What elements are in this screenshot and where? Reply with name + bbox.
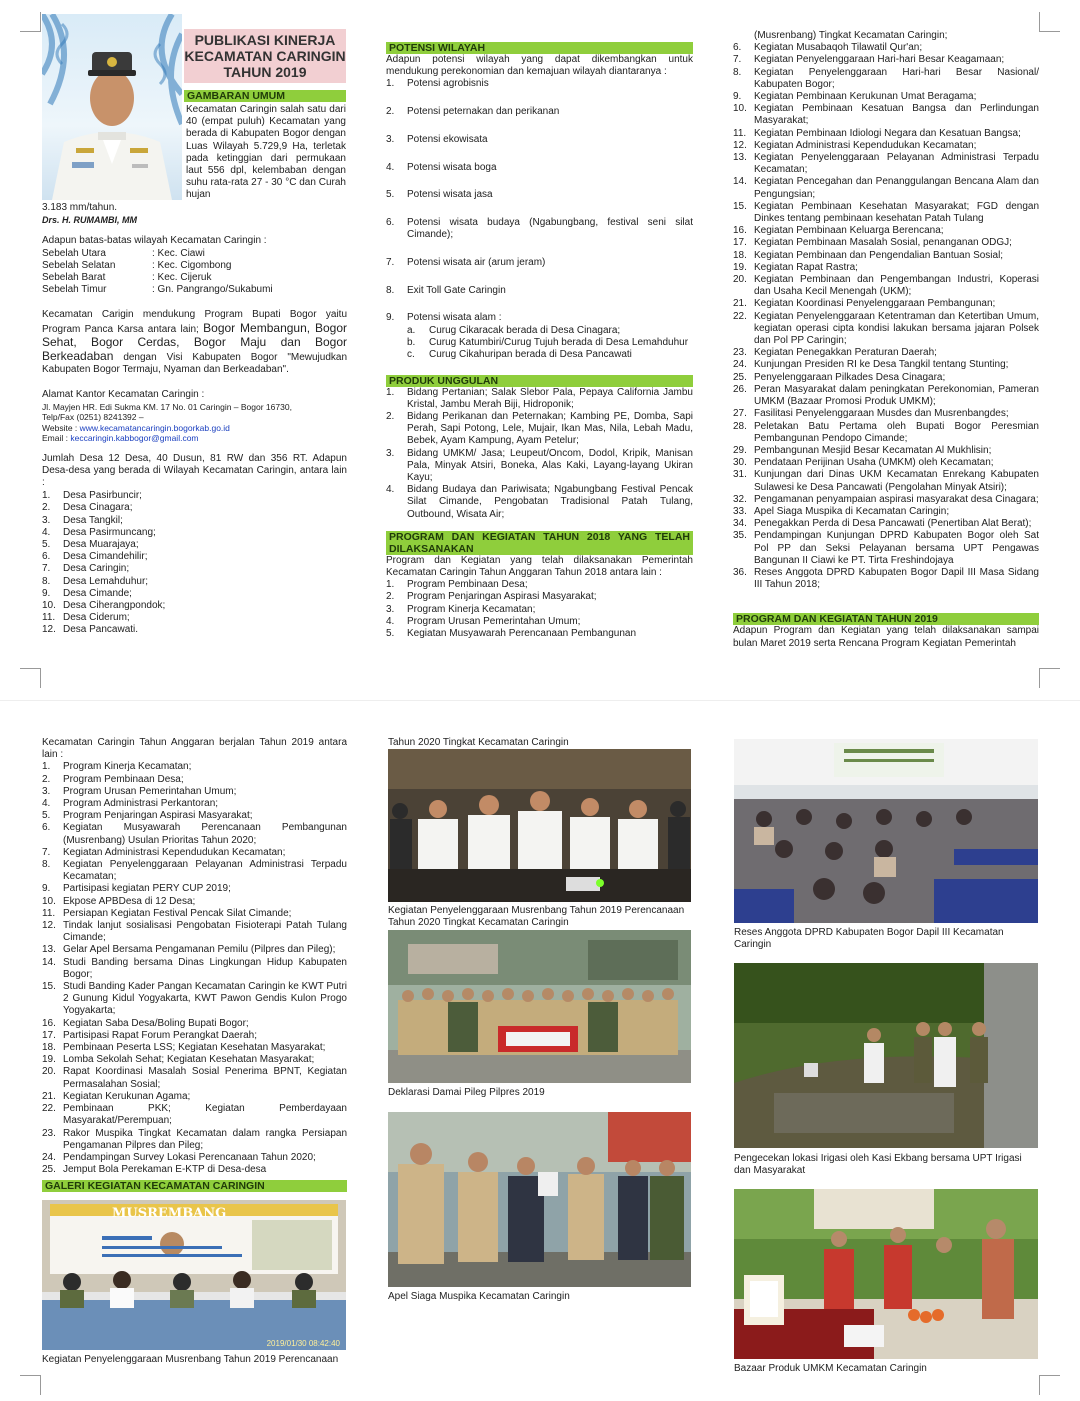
- gallery-photo-musrenbang: [42, 1200, 346, 1350]
- alamat-email: Email : keccaringin.kabbogor@gmail.com: [42, 433, 199, 444]
- list-item: 4. Bidang Budaya dan Pariwisata; Ngabungbang Festival Pencak Silat Cimande, Pengobatan Tradisional Patah Tulang, Outbound, Wisata Air;: [386, 484, 693, 520]
- list-item: 17. Kegiatan Pembinaan Masalah Sosial, penanganan ODGJ;: [733, 237, 1012, 249]
- list-item: 3. Program Kinerja Kecamatan;: [386, 603, 536, 615]
- gallery-photo-bazaar: [734, 1189, 1038, 1359]
- list-item: 33. Apel Siaga Muspika di Kecamatan Caringin;: [733, 505, 950, 517]
- crop-mark: [20, 31, 40, 32]
- desa-list: [42, 490, 347, 636]
- list-item: 9. Potensi wisata alam :: [386, 312, 502, 324]
- list-item: 2. Potensi peternakan dan perikanan: [386, 106, 560, 118]
- list-item: 21. Kegiatan Kerukunan Agama;: [42, 1090, 191, 1102]
- gallery-caption-musrenbang-continued: Tahun 2020 Tingkat Kecamatan Caringin: [388, 737, 569, 748]
- crop-mark: [40, 12, 41, 32]
- page-separator: [0, 700, 1080, 701]
- list-item: 11. Persiapan Kegiatan Festival Pencak Silat Cimande;: [42, 907, 292, 919]
- list-item: 29. Pembangunan Mesjid Besar Kecamatan Al Mukhlisin;: [733, 444, 992, 456]
- list-item: 25. Penyelenggaraan Pilkades Desa Cinagara;: [733, 371, 946, 383]
- list-item: 30. Pendataan Perijinan Usaha (UMKM) oleh Kecamatan;: [733, 457, 994, 469]
- list-item: 35. Pendampingan Kunjungan DPRD Kabupaten Bogor oleh Sat Pol PP dan Seksi Pelayanan bersama UPT Pengawas Bangunan II Ciawi ke PT. Tirta Freshindojaya: [733, 530, 1039, 566]
- list-item: 10. Desa Ciherangpondok;: [42, 600, 166, 612]
- gallery-caption-musrenbang: Kegiatan Penyelenggaraan Musrenbang Tahun 2019 Perencanaan: [42, 1354, 339, 1365]
- list-item: 24. Pendampingan Survey Lokasi Perencanaan Tahun 2020;: [42, 1151, 316, 1163]
- list-item: 1. Program Kinerja Kecamatan;: [42, 761, 192, 773]
- program-2018-list-continued: [733, 42, 1039, 591]
- gallery-caption-reses: Reses Anggota DPRD Kabupaten Bogor Dapil III Kecamatan Caringin: [734, 927, 1004, 950]
- list-item: 1. Bidang Pertanian; Salak Slebor Pala, Pepaya California Jambu Kristal, Jambu Merah Biji, Hidroponik;: [386, 386, 693, 410]
- portrait-caption-name: Drs. H. RUMAMBI, MM: [42, 215, 137, 226]
- list-item: 5. Program Penjaringan Aspirasi Masyarakat;: [42, 810, 253, 822]
- batas-row: Sebelah Selatan : Kec. Cigombong: [42, 259, 232, 271]
- list-item: 18. Pembinaan Peserta LSS; Kegiatan Kesehatan Masyarakat;: [42, 1042, 326, 1054]
- crop-mark: [40, 668, 41, 688]
- list-item: 3. Program Urusan Pemerintahan Umum;: [42, 785, 237, 797]
- list-item: 19. Lomba Sekolah Sehat; Kegiatan Kesehatan Masyarakat;: [42, 1054, 315, 1066]
- potensi-sublist: [386, 325, 693, 362]
- list-item: 36. Reses Anggota DPRD Kabupaten Bogor Dapil III Masa Sidang III Tahun 2018;: [733, 566, 1039, 591]
- batas-intro: Adapun batas-batas wilayah Kecamatan Caringin :: [42, 235, 267, 247]
- gallery-photo-irigasi: [734, 963, 1038, 1148]
- list-item: 17. Partisipasi Rapat Forum Perangkat Daerah;: [42, 1029, 257, 1041]
- list-item: 13. Gelar Apel Bersama Pengamanan Pemilu (Pilpres dan Pileg);: [42, 944, 336, 956]
- section-heading-gambaran-umum: GAMBARAN UMUM: [184, 90, 346, 102]
- batas-row: Sebelah Utara : Kec. Ciawi: [42, 247, 205, 259]
- crop-mark: [20, 1375, 40, 1376]
- list-item: 12. Tindak lanjut sosialisasi Pengobatan Fisioterapi Patah Tulang Cimande;: [42, 920, 347, 944]
- sub-list-item: c. Curug Cikahuripan berada di Desa Pancawati: [407, 349, 632, 361]
- list-item: 27. Fasilitasi Penyelenggaraan Musdes dan Musrenbangdes;: [733, 408, 1009, 420]
- list-item: 2. Program Pembinaan Desa;: [42, 773, 184, 785]
- list-item: 7. Desa Caringin;: [42, 563, 130, 575]
- email-link[interactable]: keccaringin.kabbogor@gmail.com: [70, 433, 199, 444]
- program-bupati-text: Kecamatan Carigin mendukung Program Bupati Bogor yaitu Program Panca Karsa antara lain; Bogor Membangun, Bogor Sehat, Bogor Cerdas, Bogor Maju dan Bogor Berkeadaban dengan Visi Kabupaten Bogor "Mewujudkan Kabupaten Bogor Termaju, Nyaman dan Berkeadaban".: [42, 309, 347, 376]
- list-item: 8. Desa Lemahduhur;: [42, 575, 149, 587]
- alamat-label: Alamat Kantor Kecamatan Caringin :: [42, 389, 205, 401]
- list-item: 8. Exit Toll Gate Caringin: [386, 284, 506, 296]
- list-item: 25. Jemput Bola Perekaman E-KTP di Desa-desa: [42, 1164, 267, 1176]
- produk-list: [386, 387, 693, 521]
- list-item: 28. Peletakan Batu Pertama oleh Bupati Bogor Peresmian Pembangunan Pendopo Cimande;: [733, 420, 1039, 444]
- list-item: 20. Rapat Koordinasi Masalah Sosial Penerima BPNT, Kegiatan Permasalahan Sosial;: [42, 1066, 347, 1090]
- list-item: 2. Program Penjaringan Aspirasi Masyarakat;: [386, 591, 597, 603]
- list-item: 9. Kegiatan Pembinaan Kerukunan Umat Beragama;: [733, 91, 977, 103]
- list-item: 23. Rakor Muspika Tingkat Kecamatan dalam rangka Persiapan Pengamanan Pilpres dan Pileg;: [42, 1127, 347, 1151]
- potensi-intro: Adapun potensi wilayah yang dapat dikembangkan untuk mendukung perekonomian dan kemajuan wilayah diantaranya :: [386, 54, 693, 78]
- list-item: 18. Kegiatan Pembinaan dan Pengendalian Bantuan Sosial;: [733, 249, 1004, 261]
- list-item: 7. Kegiatan Penyelenggaraan Hari-hari Besar Keagamaan;: [733, 54, 1005, 66]
- batas-row: Sebelah Barat : Kec. Cijeruk: [42, 272, 212, 284]
- list-item: 1. Program Pembinaan Desa;: [386, 579, 528, 591]
- crop-mark: [20, 668, 40, 669]
- gallery-caption-musrenbang-2: Kegiatan Penyelenggaraan Musrenbang Tahun 2019 Perencanaan Tahun 2020 Tingkat Kecamatan Caringin: [388, 905, 685, 928]
- list-item: 14. Kegiatan Pencegahan dan Penanggulangan Bencana Alam dan Pengungsian;: [733, 176, 1039, 200]
- gambaran-umum-text: Kecamatan Caringin salah satu dari 40 (empat puluh) Kecamatan yang berada di Kabupaten Bogor dengan Luas Wilayah 5.729,9 Ha, terletak pada ketinggian dari permukaan laut 556 dpl, kelembaban dengan suhu rata-rata 27 - 30 °C dan Curah hujan: [186, 104, 346, 201]
- list-item: 12. Kegiatan Administrasi Kependudukan Kecamatan;: [733, 139, 977, 151]
- list-item: 10. Ekpose APBDesa di 12 Desa;: [42, 895, 196, 907]
- section-heading-produk: PRODUK UNGGULAN: [386, 375, 693, 387]
- list-item: 4. Desa Pasirmuncang;: [42, 526, 156, 538]
- crop-mark: [1040, 668, 1060, 669]
- crop-mark: [1039, 668, 1040, 688]
- list-item: 12. Desa Pancawati.: [42, 624, 139, 636]
- list-item: 34. Penegakkan Perda di Desa Pancawati (Penertiban Alat Berat);: [733, 518, 1032, 530]
- batas-row: Sebelah Timur : Gn. Pangrango/Sukabumi: [42, 284, 273, 296]
- list-item: 16. Kegiatan Pembinaan Keluarga Berencana;: [733, 225, 944, 237]
- alamat-phone: Telp/Fax (0251) 8241392 –: [42, 412, 144, 423]
- list-item: 11. Desa Ciderum;: [42, 612, 130, 624]
- list-item: 4. Program Administrasi Perkantoran;: [42, 798, 219, 810]
- list-item: 11. Kegiatan Pembinaan Idiologi Negara dan Kesatuan Bangsa;: [733, 127, 1021, 139]
- list-item: 31. Kunjungan dari Dinas UKM Kecamatan Enrekang Kabupaten Sulawesi ke Desa Pancawati (Pengolahan Minyak Atsiri);: [733, 469, 1039, 493]
- list-item: 4. Potensi wisata boga: [386, 161, 497, 173]
- official-portrait: [42, 14, 182, 200]
- list-item: 22. Pembinaan PKK; Kegiatan Pemberdayaan Masyarakat/Perempuan;: [42, 1103, 347, 1127]
- photo-timestamp: 2019/01/30 08:42:40: [266, 1339, 340, 1348]
- list-item: 9. Partisipasi kegiatan PERY CUP 2019;: [42, 883, 231, 895]
- list-item: 23. Kegiatan Penegakkan Peraturan Daerah;: [733, 347, 937, 359]
- list-item: 5. Kegiatan Musyawarah Perencanaan Pembangunan: [386, 628, 637, 639]
- crop-mark: [1040, 1375, 1060, 1376]
- potensi-list: [386, 78, 693, 324]
- program-2019-intro-continued: Kecamatan Caringin Tahun Anggaran berjalan Tahun 2019 antara lain :: [42, 737, 347, 761]
- desa-intro: Jumlah Desa 12 Desa, 40 Dusun, 81 RW dan 356 RT. Adapun Desa-desa yang berada di Wilayah Kecamatan Caringin, antara lain :: [42, 452, 347, 489]
- list-item: 1. Potensi agrobisnis: [386, 78, 489, 90]
- list-item: 19. Kegiatan Rapat Rastra;: [733, 261, 858, 273]
- list-item: 7. Potensi wisata air (arum jeram): [386, 256, 546, 268]
- list-item: 3. Bidang UMKM/ Jasa; Leupeut/Oncom, Dodol, Kripik, Manisan Pala, Minyak Atsiri, Boneka, Alas Kaki, Layang-layang Ukiran Kayu;: [386, 447, 693, 483]
- website-link[interactable]: www.kecamatancaringin.bogorkab.go.id: [79, 422, 230, 433]
- list-item: 3. Desa Tangkil;: [42, 514, 123, 526]
- gallery-photo-deklarasi: [388, 930, 691, 1083]
- section-heading-potensi: POTENSI WILAYAH: [386, 42, 693, 54]
- program-2019-list: [42, 761, 347, 1176]
- gallery-caption-deklarasi: Deklarasi Damai Pileg Pilpres 2019: [388, 1087, 545, 1098]
- program-2018-list: [386, 579, 693, 640]
- program-2019-intro: Adapun Program dan Kegiatan yang telah dilaksanakan sampai bulan Maret 2019 serta Rencana Program Kegiatan Pemerintah: [733, 625, 1039, 649]
- list-item: 7. Kegiatan Administrasi Kependudukan Kecamatan;: [42, 846, 286, 858]
- list-item: 9. Desa Cimande;: [42, 587, 132, 599]
- gallery-caption-bazaar: Bazaar Produk UMKM Kecamatan Caringin: [734, 1363, 927, 1374]
- list-item: 2. Desa Cinagara;: [42, 502, 133, 514]
- gallery-photo-apel-siaga: [388, 1112, 691, 1287]
- sub-list-item: a. Curug Cikaracak berada di Desa Cinagara;: [407, 324, 621, 336]
- section-heading-program-2019: PROGRAM DAN KEGIATAN TAHUN 2019: [733, 613, 1039, 625]
- list-item: 4. Program Urusan Pemerintahan Umum;: [386, 615, 581, 627]
- list-item: 32. Pengamanan penyampaian aspirasi masyarakat desa Cinagara;: [733, 493, 1039, 505]
- gallery-photo-reses: [734, 739, 1038, 923]
- program-2018-continuation: (Musrenbang) Tingkat Kecamatan Caringin;: [754, 30, 948, 41]
- list-item: 16. Kegiatan Saba Desa/Boling Bupati Bogor;: [42, 1017, 249, 1029]
- list-item: 14. Studi Banding bersama Dinas Lingkungan Hidup Kabupaten Bogor;: [42, 956, 347, 980]
- list-item: 3. Potensi ekowisata: [386, 133, 488, 145]
- gambaran-umum-text-end: 3.183 mm/tahun.: [42, 202, 118, 213]
- section-heading-program-2018: PROGRAM DAN KEGIATAN TAHUN 2018 YANG TELAH DILAKSANAKAN: [386, 531, 693, 555]
- list-item: 15. Studi Banding Kader Pangan Kecamatan Caringin ke KWT Putri 2 Gunung Kidul Yogyakarta, KWT Pawon Gendis Kulon Progo Yogyakarta;: [42, 981, 347, 1017]
- gallery-caption-apel-siaga: Apel Siaga Muspika Kecamatan Caringin: [388, 1291, 570, 1302]
- alamat-line: Jl. Mayjen HR. Edi Sukma KM. 17 No. 01 Caringin – Bogor 16730,: [42, 401, 292, 412]
- crop-mark: [40, 1375, 41, 1395]
- alamat-website: Website : www.kecamatancaringin.bogorkab.go.id: [42, 422, 230, 433]
- publication-title: PUBLIKASI KINERJA KECAMATAN CARINGIN TAHUN 2019: [184, 29, 346, 83]
- list-item: 5. Potensi wisata jasa: [386, 189, 493, 201]
- sub-list-item: b. Curug Katumbiri/Curug Tujuh berada di Desa Lemahduhur: [407, 337, 689, 349]
- list-item: 13. Kegiatan Penyelenggaraan Pelayanan Administrasi Terpadu Kecamatan;: [733, 152, 1039, 176]
- list-item: 15. Kegiatan Pembinaan Kesehatan Masyarakat; FGD dengan Dinkes tentang pembinaan kesehatan Patah Tulang: [733, 200, 1039, 225]
- list-item: 6. Kegiatan Musyawarah Perencanaan Pembangunan (Musrenbang) Usulan Prioritas Tahun 2020;: [42, 822, 347, 846]
- list-item: 6. Desa Cimandehilir;: [42, 551, 148, 563]
- gallery-photo-musrenbang-2: [388, 749, 691, 902]
- list-item: 21. Kegiatan Koordinasi Penyelenggaraan Pembangunan;: [733, 298, 996, 310]
- section-heading-galeri: GALERI KEGIATAN KECAMATAN CARINGIN: [42, 1180, 347, 1192]
- list-item: 26. Peran Masyarakat dalam peningkatan Perekonomian, Pameran UMKM (Bazaar Promosi Produk UMKM);: [733, 383, 1039, 408]
- list-item: 20. Kegiatan Pembinaan dan Pengembangan Industri, Koperasi dan Usaha Kecil Menengah (UKM);: [733, 274, 1039, 298]
- musrenbang-banner-text: MUSREMBANG: [112, 1206, 227, 1221]
- list-item: 24. Kunjungan Presiden RI ke Desa Tangkil tentang Stunting;: [733, 359, 1009, 371]
- list-item: 8. Kegiatan Penyelenggaraan Hari-hari Besar Nasional/ Kabupaten Bogor;: [733, 66, 1039, 90]
- list-item: 1. Desa Pasirbuncir;: [42, 490, 142, 502]
- list-item: 22. Kegiatan Penyelenggaraan Ketentraman dan Ketertiban Umum, kegiatan operasi cipta kondisi lakukan bersama jajaran Polsek dan Pol PP Caringin;: [733, 310, 1039, 347]
- crop-mark: [1040, 31, 1060, 32]
- crop-mark: [1039, 1375, 1040, 1395]
- list-item: 6. Potensi wisata budaya (Ngabungbang, festival seni silat Cimande);: [386, 216, 693, 241]
- list-item: 10. Kegiatan Pembinaan Kesatuan Bangsa dan Perlindungan Masyarakat;: [733, 103, 1039, 127]
- gallery-caption-irigasi: Pengecekan lokasi Irigasi oleh Kasi Ekbang bersama UPT Irigasi dan Masyarakat: [734, 1153, 1022, 1176]
- crop-mark: [1039, 12, 1040, 32]
- list-item: 8. Kegiatan Penyelenggaraan Pelayanan Administrasi Terpadu Kecamatan;: [42, 859, 347, 883]
- list-item: 6. Kegiatan Musabaqoh Tilawatil Qur'an;: [733, 42, 923, 54]
- list-item: 5. Desa Muarajaya;: [42, 539, 139, 551]
- list-item: 2. Bidang Perikanan dan Peternakan; Kambing PE, Domba, Sapi Perah, Sapi Potong, Lele, Mujair, Ikan Mas, Nila, Lebah Madu, Bebek, Ayam Kampung, Ayam Petelur;: [386, 410, 693, 447]
- program-2018-intro: Program dan Kegiatan yang telah dilaksanakan Pemerintah Kecamatan Caringin Tahun Anggaran Tahun 2018 antara lain :: [386, 554, 693, 578]
